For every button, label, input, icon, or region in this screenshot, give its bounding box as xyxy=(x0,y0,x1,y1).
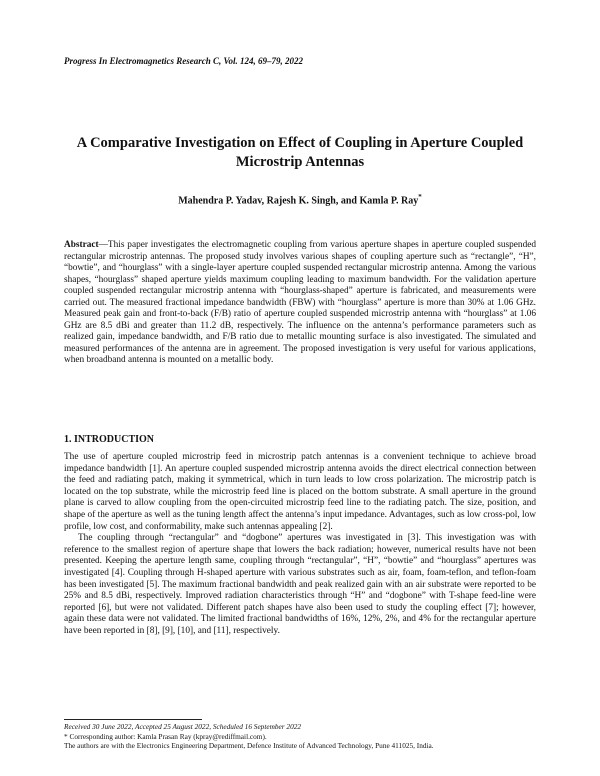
paragraph: The use of aperture coupled microstrip feed in microstrip patch antennas is a convenient technique to achieve broad impedance bandwidth [1]. An aperture coupled suspended microstrip antenna avoids the direct electrical connection between the feed and radiating patch, making it symmetrical, which in turn leads to low cross polarization. The microstrip patch is located on the top substrate, while the microstrip feed line is placed on the bottom substrate. A small aperture in the ground plane is carved to allow coupling from the open-circuited microstrip feed line to the radiating patch. The size, position, and shape of the aperture as well as the tuning length affect the antenna’s input impedance. Advantages, such as low cross-pol, low profile, low cost, and conformability, make such antennas appealing [2]. xyxy=(64,452,536,532)
paper-title: A Comparative Investigation on Effect of Coupling in Aperture Coupled Microstrip Antennas xyxy=(76,135,524,170)
author-line xyxy=(64,193,536,206)
footnote-received: Received 30 June 2022, Accepted 25 August 2022, Scheduled 16 September 2022 xyxy=(64,722,302,731)
footnote-divider xyxy=(64,719,202,720)
abstract-text: This paper investigates the electromagnetic coupling from various aperture shapes in aperture coupled suspended rectangular microstrip antennas. The proposed study involves various shapes of coupling aperture such as “rectangle”, “H”, “bowtie”, and “hourglass” with a single-layer aperture coupled suspended rectangular microstrip antenna. Among the various shapes, “hourglass” shaped aperture yields maximum coupling leading to maximum bandwidth. For the validation aperture coupled suspended rectangular microstrip antenna with “hourglass-shaped” aperture is fabricated, and measurements were carried out. The measured fractional impedance bandwidth (FBW) with “hourglass” aperture is more than 30% at 1.06 GHz. Measured peak gain and front-to-back (F/B) ratio of aperture coupled suspended microstrip antenna with “hourglass” at 1.06 GHz are 8.5 dBi and greater than 11.2 dB, respectively. The influence on the antenna’s performance parameters such as realized gain, impedance bandwidth, and F/B ratio due to metallic mounting surface is also investigated. The simulated and measured performances of the antenna are in agreement. The proposed investigation is very useful for various applications, when broadband antenna is mounted on a metallic body. xyxy=(64,240,536,366)
footnote-affiliation: The authors are with the Electronics Engineering Department, Defence Institute of Advanced Technology, Pune 411025, India. xyxy=(64,741,434,750)
introduction-body xyxy=(64,452,536,638)
abstract-dash: — xyxy=(98,240,108,250)
section-heading-introduction: 1. INTRODUCTION xyxy=(64,434,155,445)
corresponding-author-mark: * xyxy=(418,193,422,201)
author-names: Mahendra P. Yadav, Rajesh K. Singh, and Kamla P. Ray xyxy=(178,195,419,207)
abstract xyxy=(64,240,536,367)
paragraph: The coupling through “rectangular” and “dogbone” apertures was investigated in [3]. This investigation was with reference to the smallest region of aperture shape that lowers the back radiation; however, numerical results have not been presented. Keeping the aperture length same, coupling through “rectangular”, “H”, “bowtie” and “hourglass” apertures was investigated [4]. Coupling through H-shaped aperture with various substrates such as air, foam, foam-teflon, and teflon-foam has been investigated [5]. The maximum fractional bandwidth and peak realized gain with an air substrate were reported to be 25% and 8.5 dBi, respectively. Improved radiation characteristics through “H” and “dogbone” with T-shape feed-line were reported [6], but were not validated. Different patch shapes have also been used to study the coupling effect [7]; however, again these data were not validated. The limited fractional bandwidths of 16%, 12%, 2%, and 4% for the rectangular aperture have been reported in [8], [9], [10], and [11], respectively. xyxy=(64,533,536,636)
journal-header: Progress In Electromagnetics Research C, Vol. 124, 69–79, 2022 xyxy=(64,56,304,66)
footnotes xyxy=(64,722,536,751)
footnote-corresponding-author: * Corresponding author: Kamla Prasan Ray (kpray@rediffmail.com). xyxy=(64,731,267,741)
abstract-label: Abstract xyxy=(64,240,99,250)
